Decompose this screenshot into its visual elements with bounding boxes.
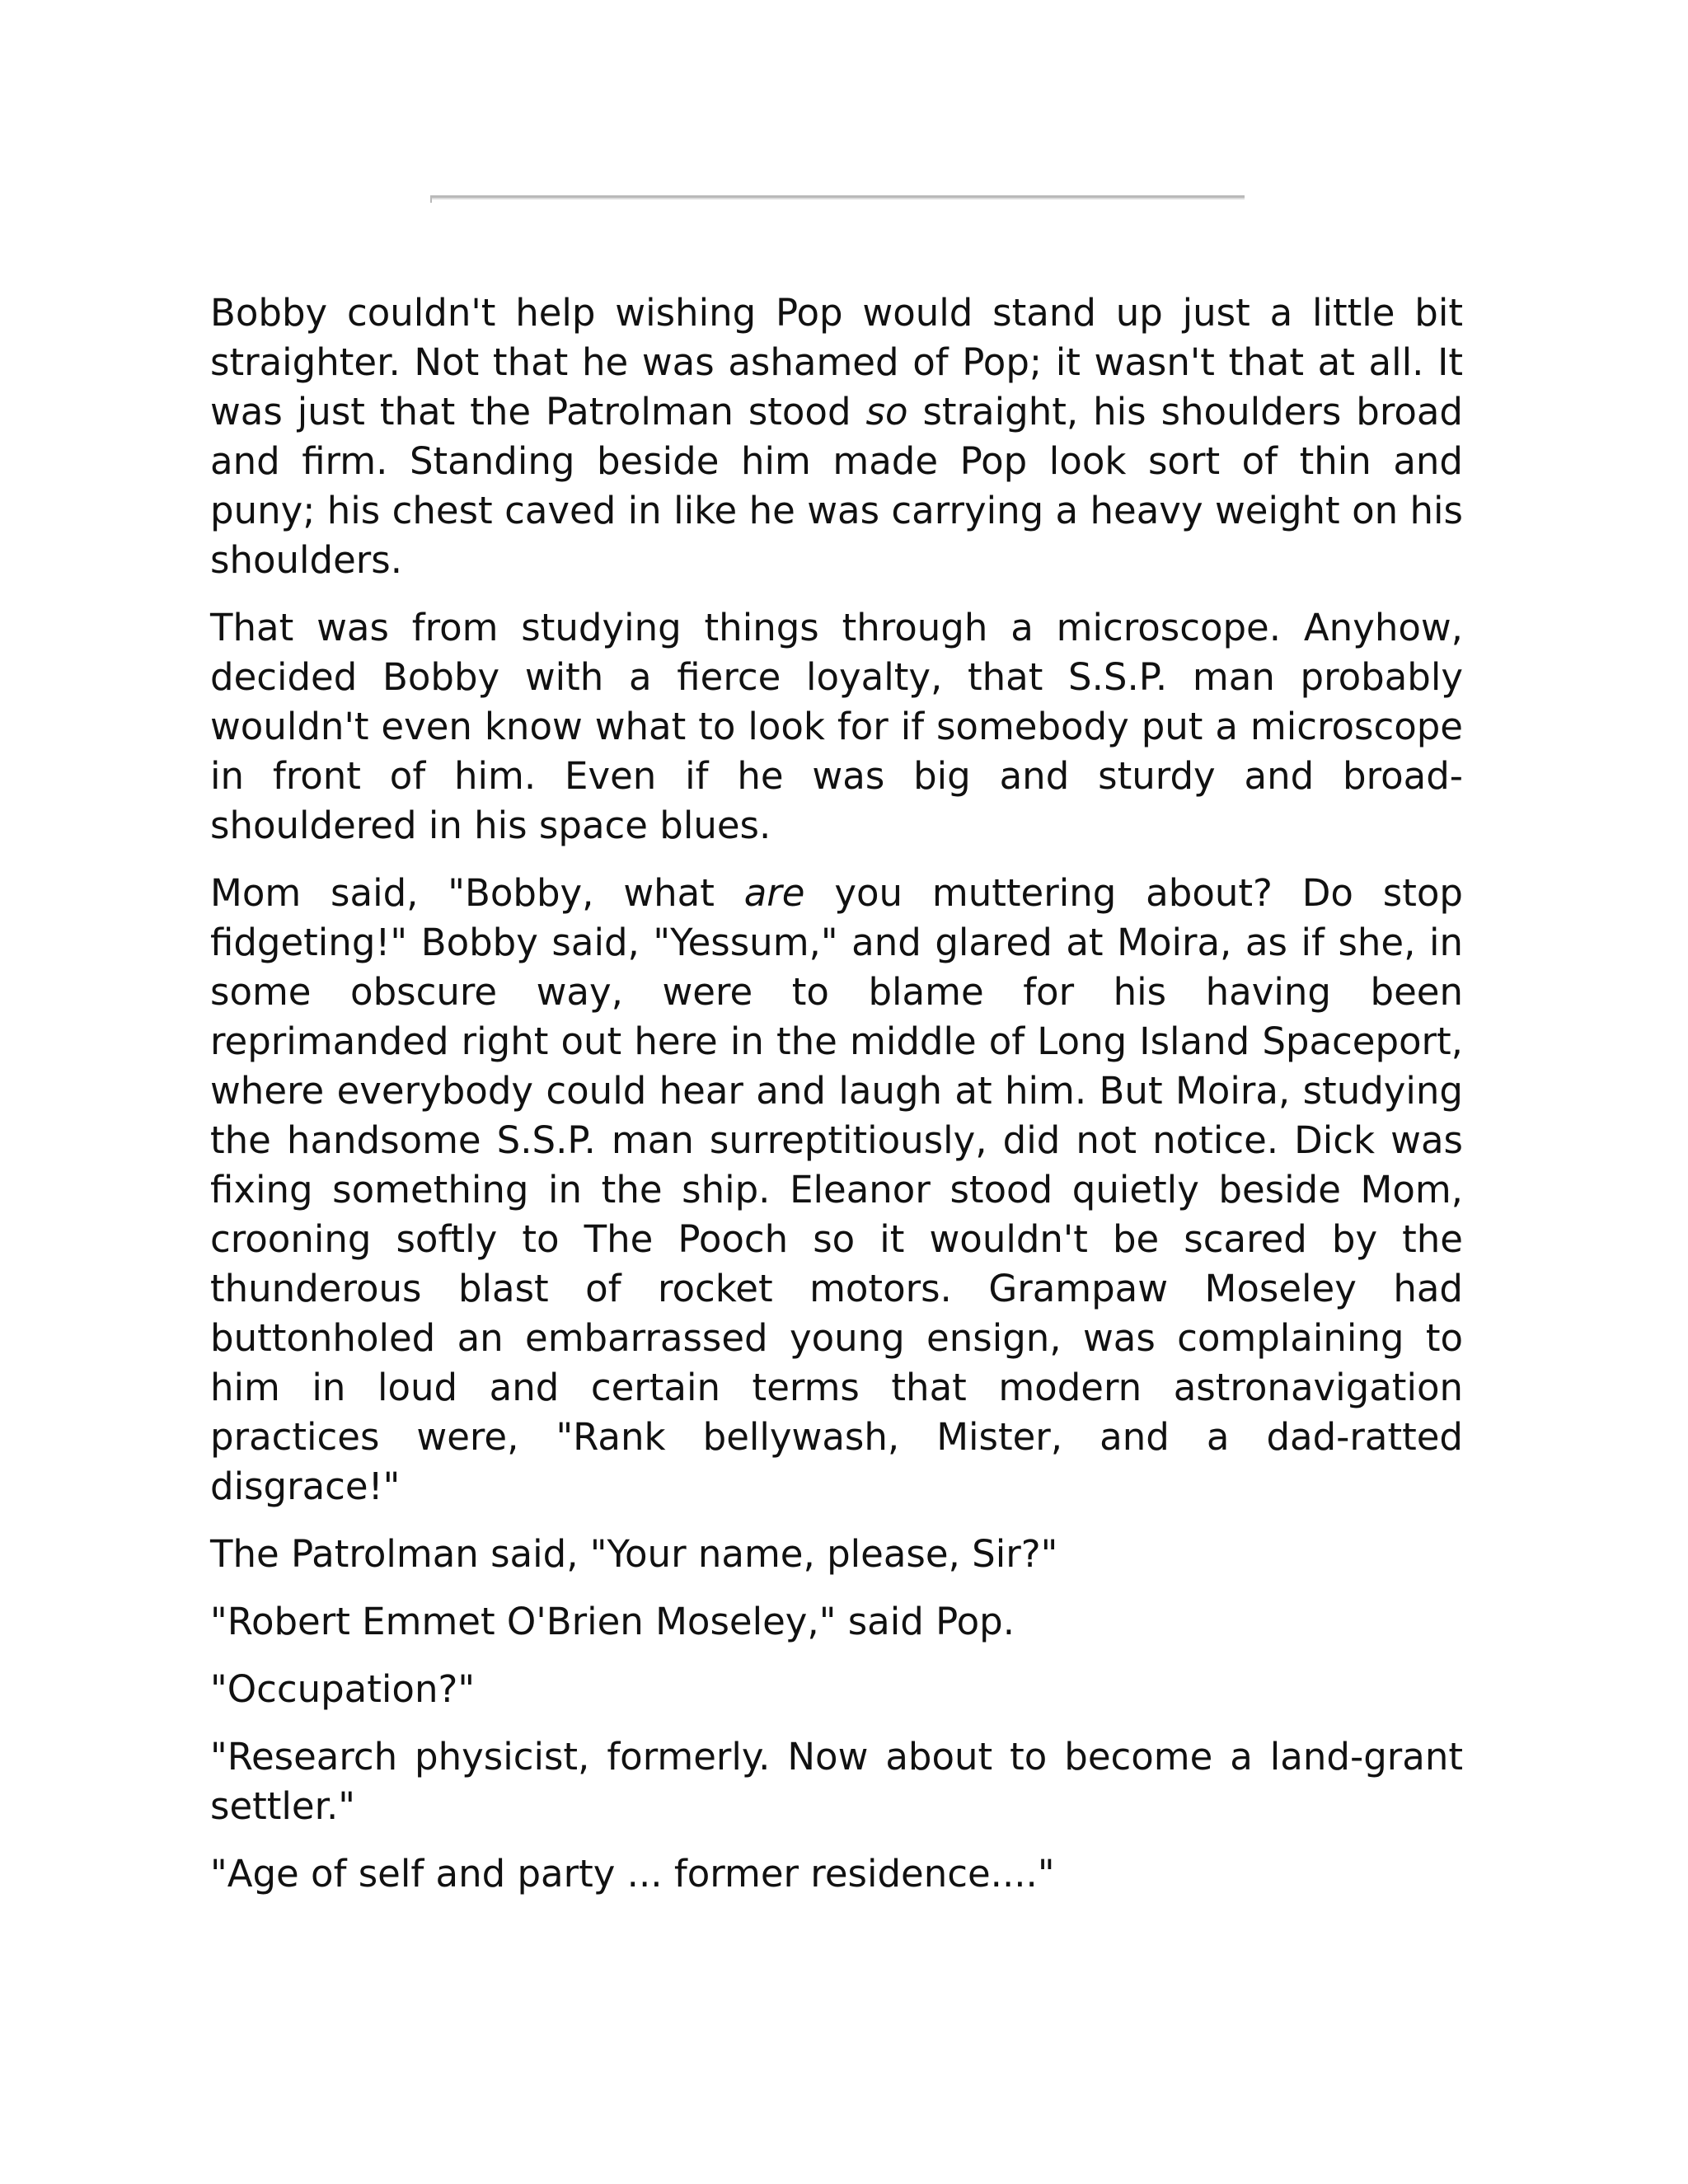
page-body: [210, 288, 1463, 1917]
paragraph: [210, 603, 1463, 851]
paragraph-text: "Research physicist, formerly. Now about to become a land-grant settler.": [210, 1735, 1463, 1828]
paragraph: [210, 1665, 1463, 1714]
paragraph: [210, 288, 1463, 585]
paragraph-text: you muttering about? Do stop fidgeting!" Bobby said, "Yessum," and glared at Moira, as if she, in some obscure way, were to blame for his having been reprimanded right out here in the middle of Long Island Spaceport, where everybody could hear and laugh at him. But Moira, studying the handsome S.S.P. man surreptitiously, did not notice. Dick was fixing something in the ship. Eleanor stood quietly beside Mom, crooning softly to The Pooch so it wouldn't be scared by the thunderous blast of rocket motors. Grampaw Moseley had buttonholed an embarrassed young ensign, was complaining to him in loud and certain terms that modern astronavigation practices were, "Rank bellywash, Mister, and a dad-ratted disgrace!": [210, 871, 1463, 1508]
paragraph-text: Bobby couldn't help wishing Pop would stand up just a little bit straighter. Not that he was ashamed of Pop; it wasn't that at all. It was just that the Patrolman stood: [210, 291, 1463, 434]
paragraph-text: straight, his shoulders broad and firm. Standing beside him made Pop look sort of thin and puny; his chest caved in like he was carrying a heavy weight on his shoulders.: [210, 390, 1464, 582]
paragraph: [210, 1732, 1463, 1831]
horizontal-rule: [431, 195, 1245, 199]
paragraph-text: Mom said, "Bobby, what: [210, 871, 744, 915]
paragraph: [210, 869, 1463, 1511]
paragraph-text: "Age of self and party ... former residence....": [210, 1852, 1055, 1896]
paragraph-text: That was from studying things through a microscope. Anyhow, decided Bobby with a fierce loyalty, that S.S.P. man probably wouldn't even know what to look for if somebody put a microscope in front of him. Even if he was big and sturdy and broad-shouldered in his space blues.: [210, 606, 1463, 847]
paragraph-text: "Occupation?": [210, 1667, 476, 1711]
emphasis-text: are: [743, 871, 805, 915]
paragraph-text: The Patrolman said, "Your name, please, Sir?": [210, 1532, 1058, 1576]
paragraph: [210, 1849, 1463, 1899]
emphasis-text: so: [865, 390, 908, 434]
paragraph-text: "Robert Emmet O'Brien Moseley," said Pop.: [210, 1600, 1015, 1643]
paragraph: [210, 1530, 1463, 1579]
paragraph: [210, 1597, 1463, 1647]
